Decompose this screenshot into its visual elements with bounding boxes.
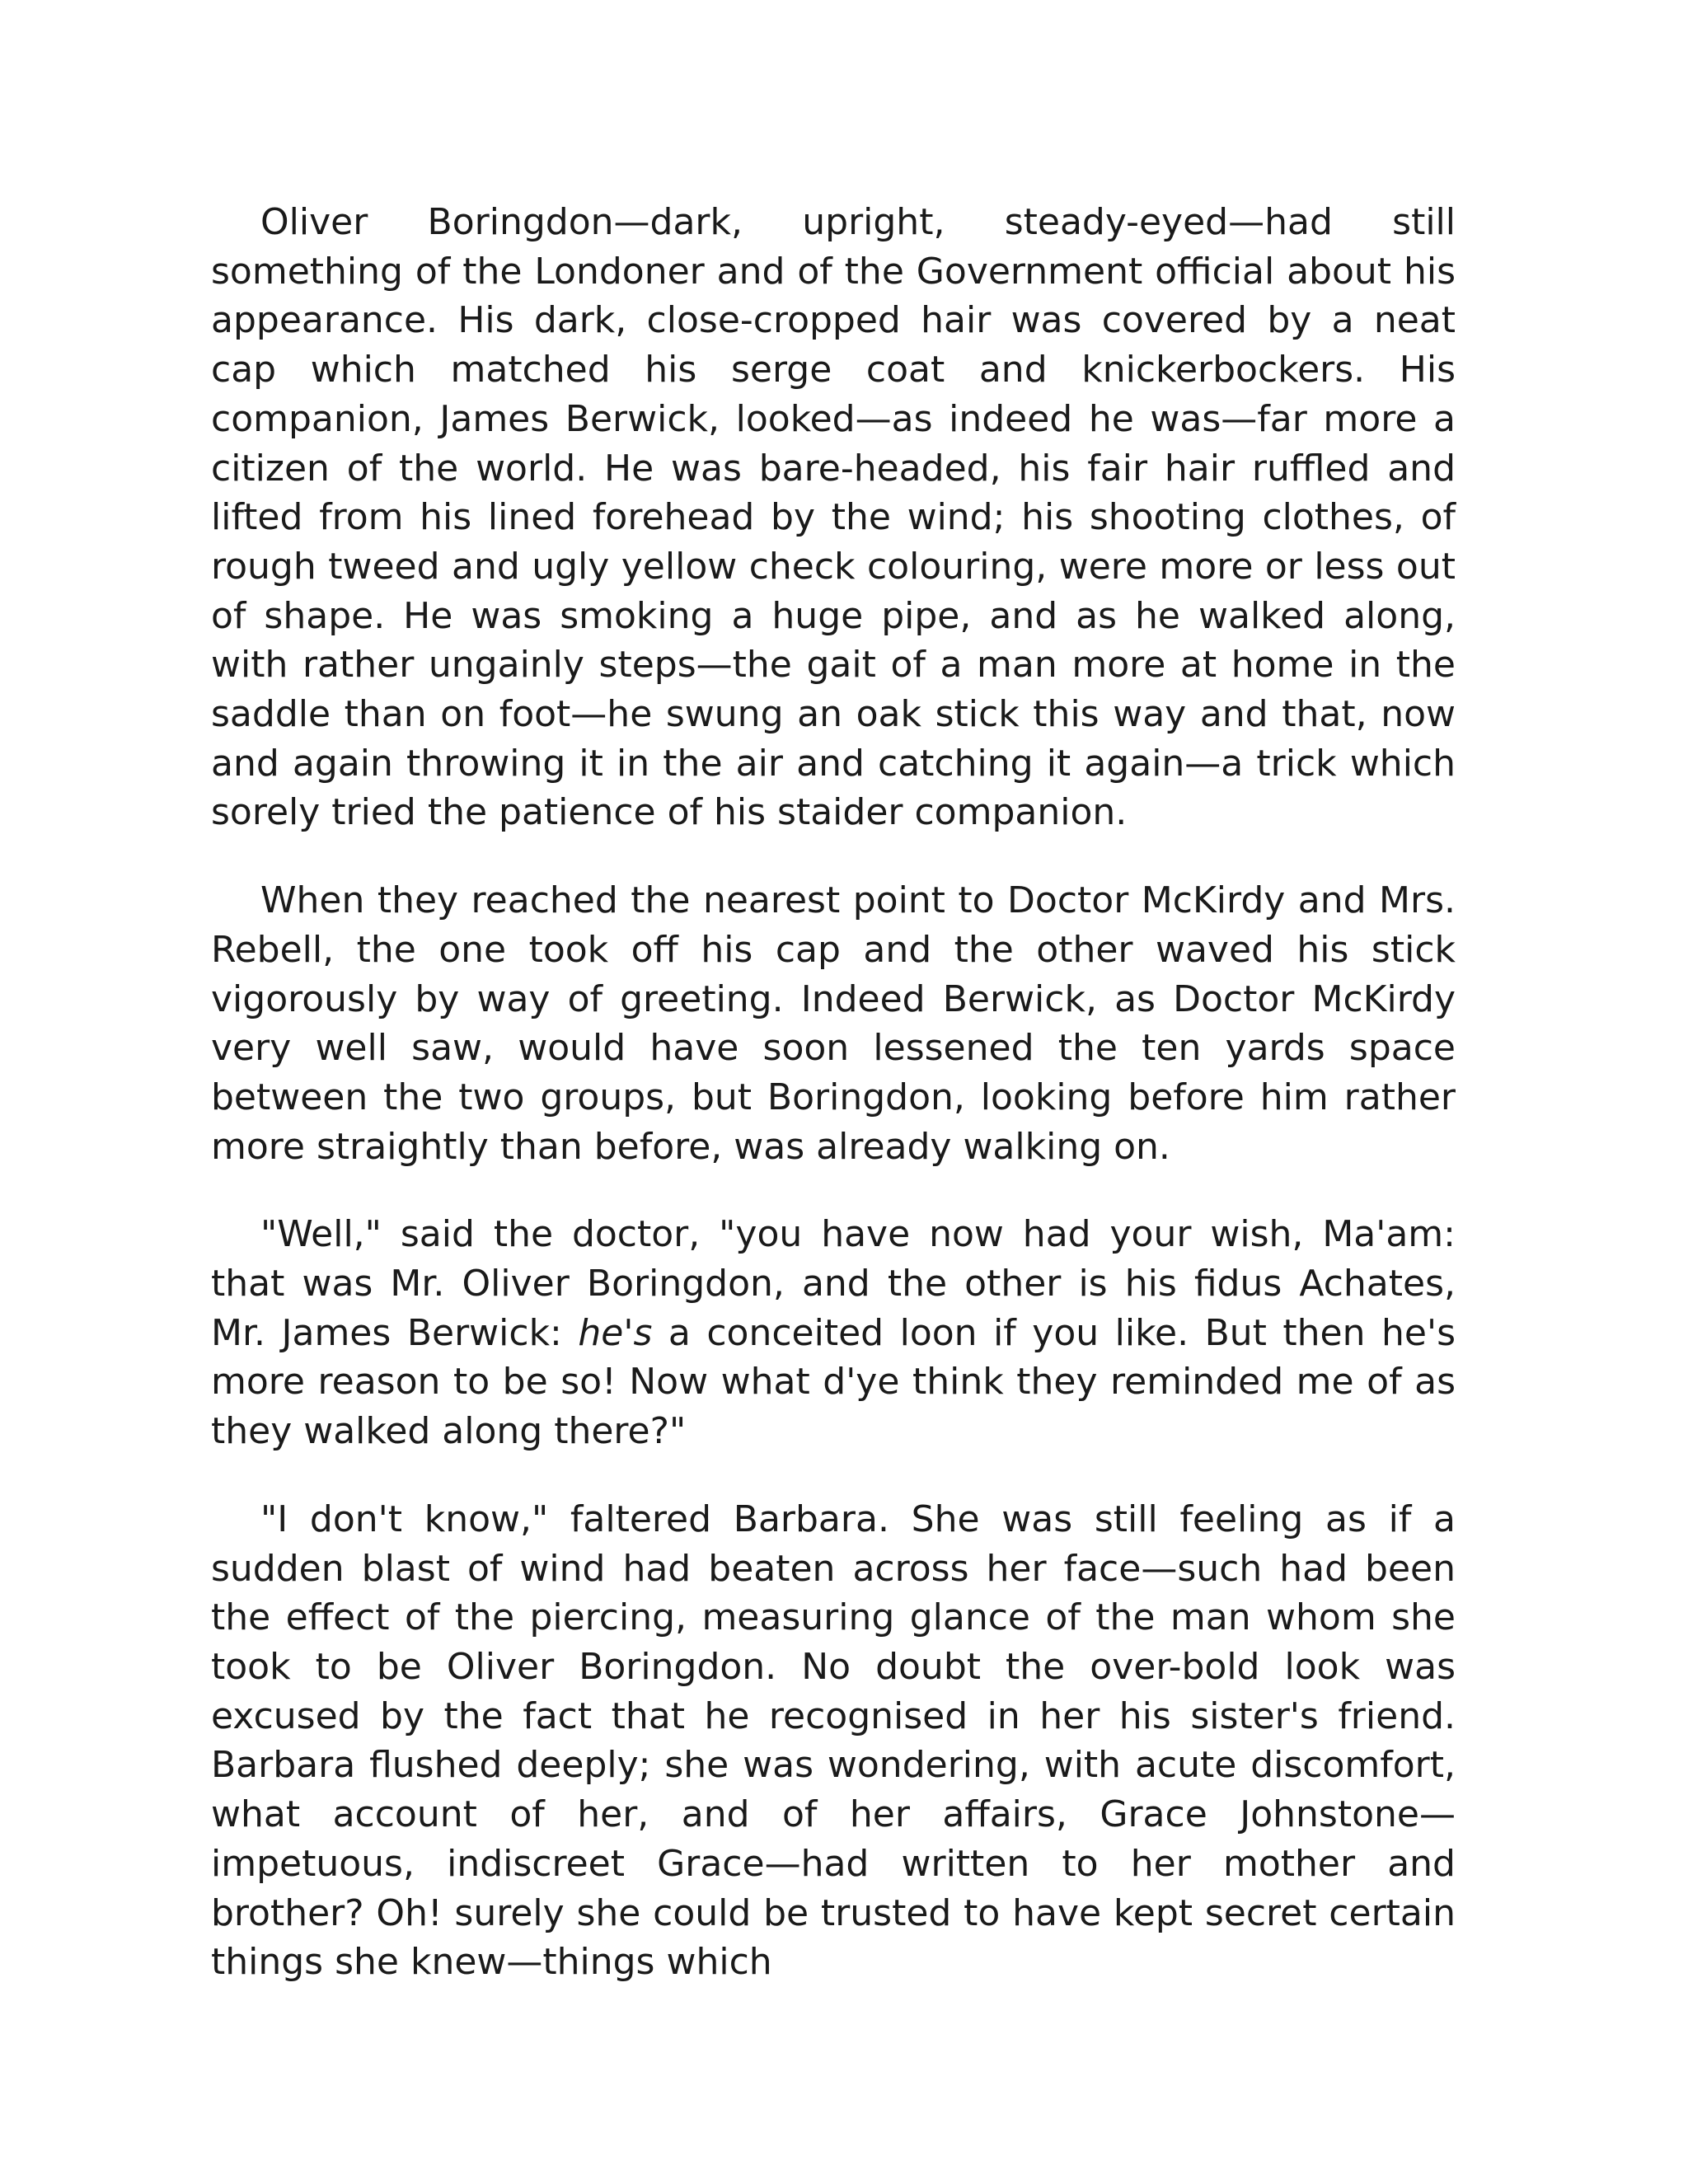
paragraph-4: "I don't know," faltered Barbara. She was still feeling as if a sudden blast of wind had beaten across her face—such had been the effect of the piercing, measuring glance of the man whom she took to be Oliver Boringdon. No doubt the over-bold look was excused by the fact that he recognised in her his sister's friend. Barbara flushed deeply; she was wondering, with acute discomfort, what account of her, and of her affairs, Grace Johnstone—impetuous, indiscreet Grace—had written to her mother and brother? Oh! surely she could be trusted to have kept secret certain things she knew—things which <box>211 1497 1456 1984</box>
document-page <box>211 198 1456 1987</box>
paragraph-1: Oliver Boringdon—dark, upright, steady-eyed—had still something of the Londoner and of the Government official about his appearance. His dark, close-cropped hair was covered by a neat cap which matched his serge coat and knickerbockers. His companion, James Berwick, looked—as indeed he was—far more a citizen of the world. He was bare-headed, his fair hair ruffled and lifted from his lined forehead by the wind; his shooting clothes, of rough tweed and ugly yellow check colouring, were more or less out of shape. He was smoking a huge pipe, and as he walked along, with rather ungainly steps—the gait of a man more at home in the saddle than on foot—he swung an oak stick this way and that, now and again throwing it in the air and catching it again—a trick which sorely tried the patience of his staider companion. <box>211 201 1456 834</box>
paragraph-3-part-1: "Well," said the doctor, "you have now had your wish, Ma'am: that was Mr. Oliver Boringdon, and the other is his fidus Achates, Mr. James Berwick: <box>211 1213 1456 1354</box>
paragraph-2: When they reached the nearest point to Doctor McKirdy and Mrs. Rebell, the one took off his cap and the other waved his stick vigorously by way of greeting. Indeed Berwick, as Doctor McKirdy very well saw, would have soon lessened the ten yards space between the two groups, but Boringdon, looking before him rather more straightly than before, was already walking on. <box>211 879 1456 1168</box>
paragraph-3-part-2: a conceited loon if you like. But then he's more reason to be so! Now what d'ye think they reminded me of as they walked along there?" <box>211 1311 1456 1453</box>
emphasis-text: he's <box>578 1311 653 1354</box>
paragraph-3 <box>211 1210 1456 1456</box>
